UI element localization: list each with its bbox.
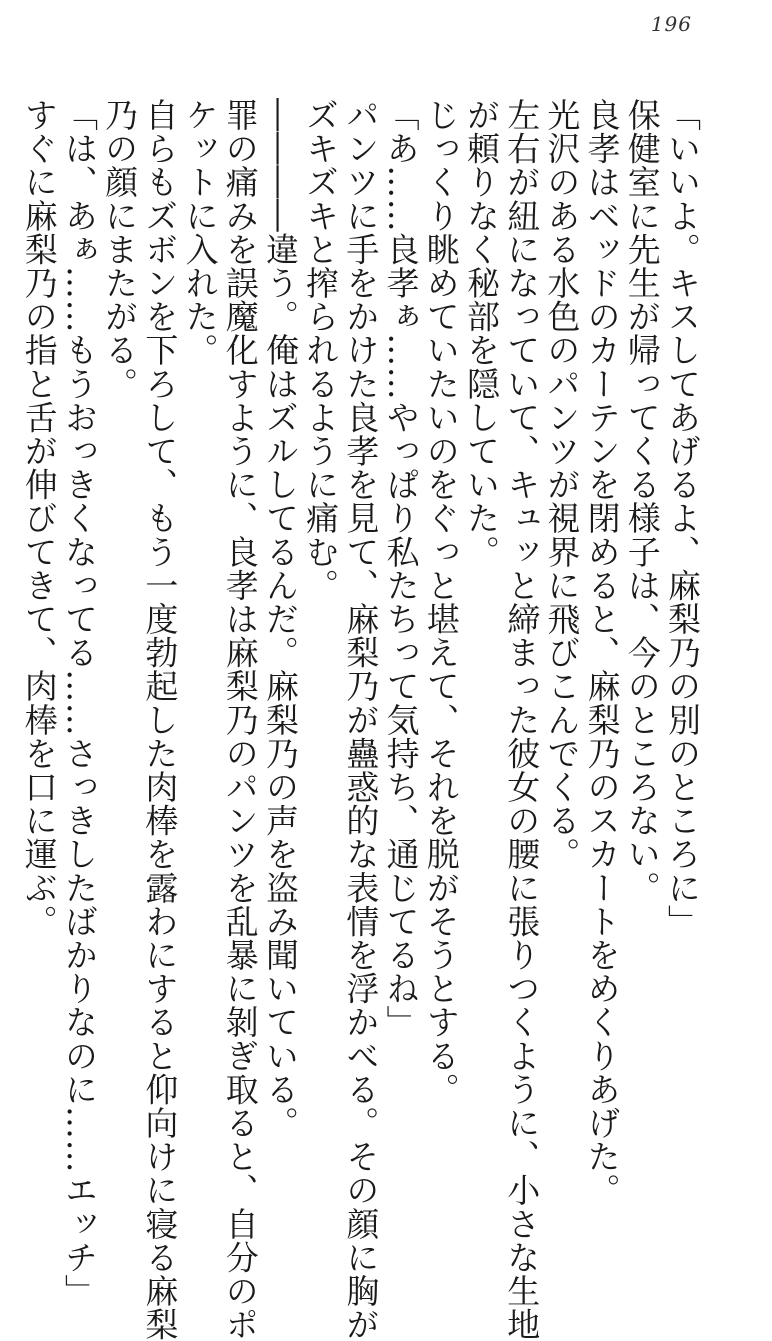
text-line: 罪の痛みを誤魔化すように、良孝は麻梨乃のパンツを乱暴に剝ぎ取ると、自分のポ [220,98,260,1341]
text-line: 自らもズボンを下ろして、もう一度勃起した肉棒を露わにすると仰向けに寝る麻梨 [140,98,180,1341]
text-line: 良孝はベッドのカーテンを閉めると、麻梨乃のスカートをめくりあげた。 [582,98,622,1207]
text-line: 左右が紐になっていて、キュッと締まった彼女の腰に張りつくように、小さな生地 [502,98,542,1341]
text-line: 「いいよ。キスしてあげるよ、麻梨乃の別のところに」 [663,98,702,938]
body-text [19,98,702,1341]
text-line: 光沢のある水色のパンツが視界に飛びこんでくる。 [542,98,582,871]
text-line: すぐに麻梨乃の指と舌が伸びてきて、肉棒を口に運ぶ。 [19,98,59,938]
text-line: じっくり眺めていたいのをぐっと堪えて、それを脱がそうとする。 [421,98,461,1106]
text-line: が頼りなく秘部を隠していた。 [461,98,501,569]
text-line: 「は、あぁ……もうおっきくなってる……さっきしたばかりなのに……エッチ」 [59,98,99,1308]
text-line: 乃の顔にまたがる。 [100,98,140,401]
page-number: 196 [650,12,692,36]
text-line: パンツに手をかけた良孝を見て、麻梨乃が蠱惑的な表情を浮かべる。その顔に胸が [341,98,381,1341]
text-line: ケットに入れた。 [180,98,220,367]
text-line: ズキズキと搾られるように痛む。 [301,98,341,602]
text-line: 保健室に先生が帰ってくる様子は、今のところない。 [622,98,662,905]
text-line: 「あ……良孝ぁ……やっぱり私たちって気持ち、通じてるね」 [381,98,421,1039]
text-line: ――――違う。俺はズルしてるんだ。麻梨乃の声を盗み聞いている。 [260,98,300,1140]
